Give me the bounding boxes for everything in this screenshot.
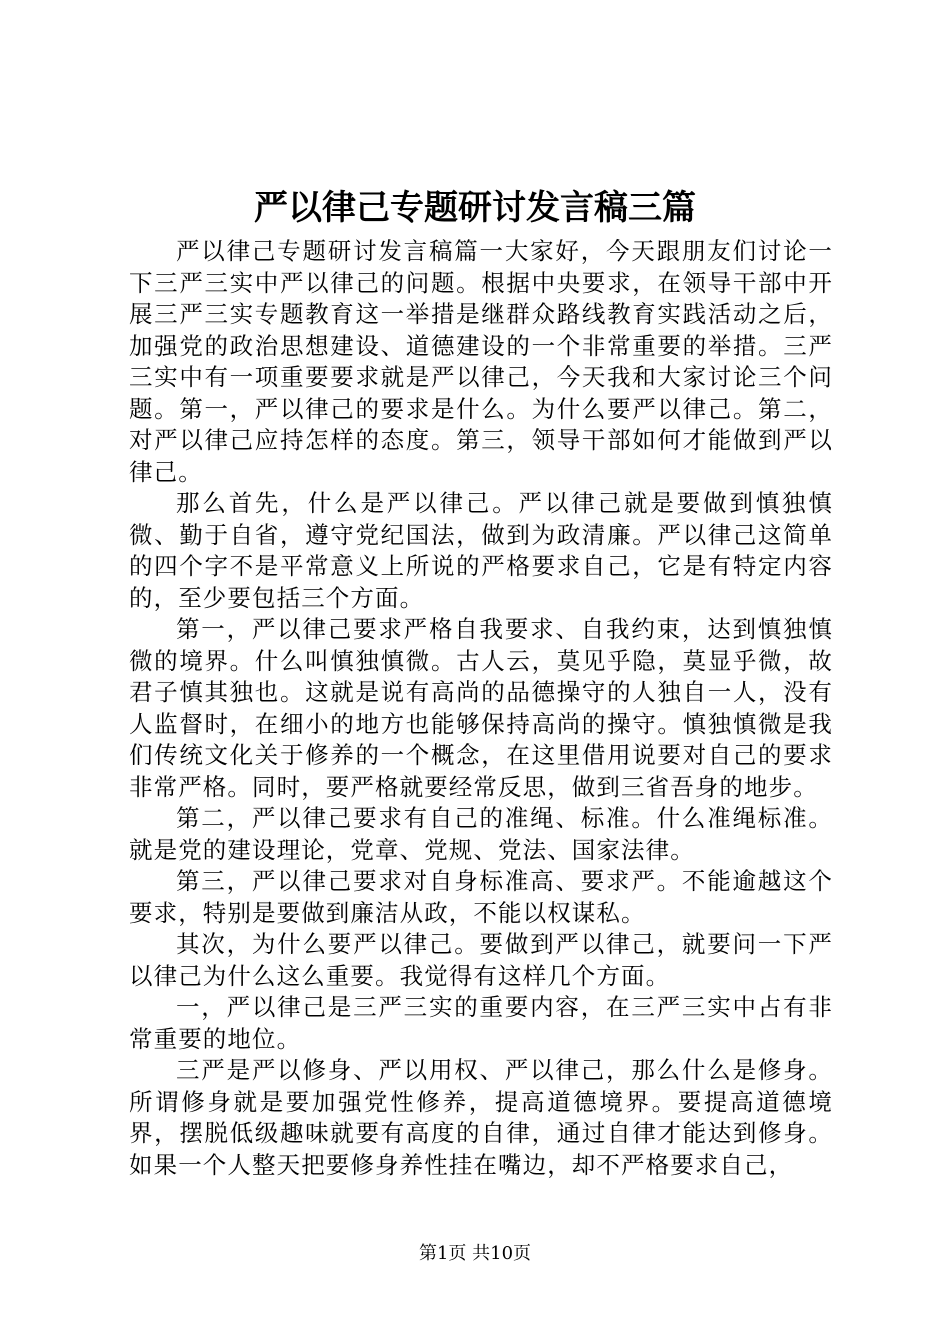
paragraph: 第一，严以律己要求严格自我要求、自我约束，达到慎独慎微的境界。什么叫慎独慎微。古人云，莫见乎隐，莫显乎微，故君子慎其独也。这就是说有高尚的品德操守的人独自一人，没有人监督时，在细小的地方也能够保持高尚的操守。慎独慎微是我们传统文化关于修养的一个概念，在这里借用说要对自己的要求非常严格。同时，要严格就要经常反思，做到三省吾身的地步。 bbox=[129, 615, 833, 801]
page-number-footer: 第1页 共10页 bbox=[418, 1243, 532, 1264]
paragraph: 严以律己专题研讨发言稿篇一大家好，今天跟朋友们讨论一下三严三实中严以律己的问题。根据中央要求，在领导干部中开展三严三实专题教育这一举措是继群众路线教育实践活动之后，加强党的政治思想建设、道德建设的一个非常重要的举措。三严三实中有一项重要要求就是严以律己，今天我和大家讨论三个问题。第一，严以律己的要求是什么。为什么要严以律己。第二，对严以律己应持怎样的态度。第三，领导干部如何才能做到严以律己。 bbox=[129, 237, 833, 486]
paragraph: 第二，严以律己要求有自己的准绳、标准。什么准绳标准。就是党的建设理论，党章、党规、党法、国家法律。 bbox=[129, 804, 833, 864]
paragraph: 第三，严以律己要求对自身标准高、要求严。不能逾越这个要求，特别是要做到廉洁从政，不能以权谋私。 bbox=[129, 867, 833, 927]
document-title: 严以律己专题研讨发言稿三篇 bbox=[254, 188, 696, 228]
paragraph: 其次，为什么要严以律己。要做到严以律己，就要问一下严以律己为什么这么重要。我觉得有这样几个方面。 bbox=[129, 930, 833, 990]
document-body bbox=[129, 236, 833, 1181]
paragraph: 三严是严以修身、严以用权、严以律己，那么什么是修身。所谓修身就是要加强党性修养，提高道德境界。要提高道德境界，摆脱低级趣味就要有高度的自律，通过自律才能达到修身。如果一个人整天把要修身养性挂在嘴边，却不严格要求自己， bbox=[129, 1056, 833, 1179]
paragraph: 一，严以律己是三严三实的重要内容，在三严三实中占有非常重要的地位。 bbox=[129, 993, 833, 1053]
paragraph: 那么首先，什么是严以律己。严以律己就是要做到慎独慎微、勤于自省，遵守党纪国法，做到为政清廉。严以律己这简单的四个字不是平常意义上所说的严格要求自己，它是有特定内容的，至少要包括三个方面。 bbox=[129, 489, 833, 612]
